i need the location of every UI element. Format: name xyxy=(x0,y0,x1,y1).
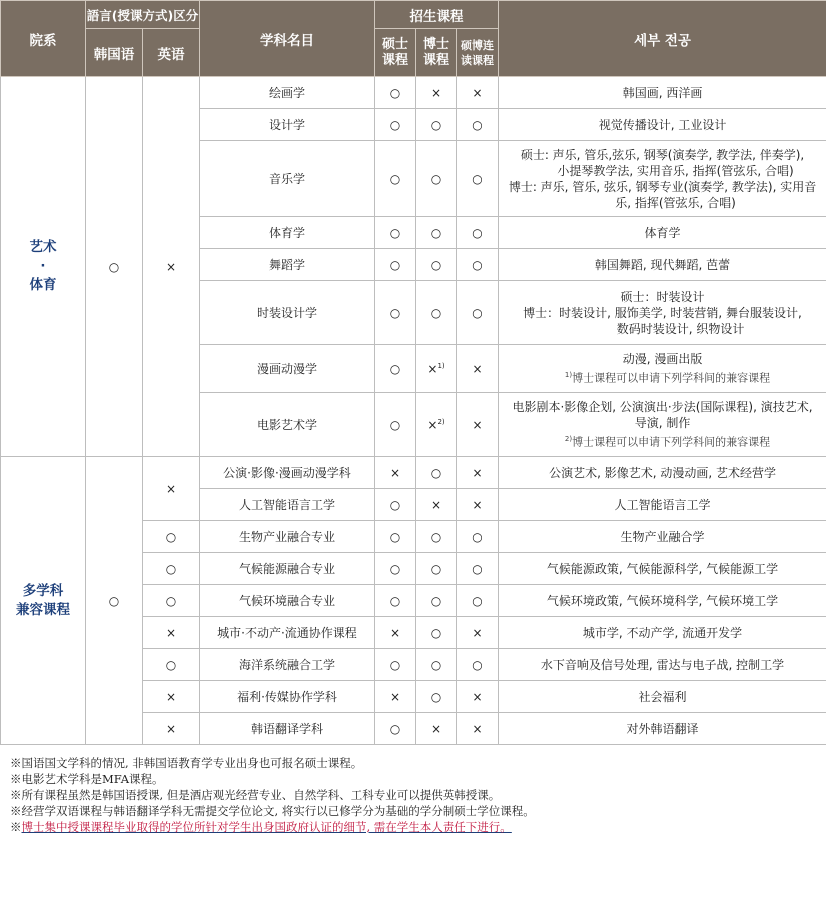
doctor-mark: ○ xyxy=(416,617,457,649)
combined-mark: × xyxy=(457,713,499,745)
note-4: ※经营学双语课程与韩语翻译学科无需提交学位论文, 将实行以已修学分为基础的学分制硕士学位课程。 xyxy=(10,804,535,818)
master-mark: ○ xyxy=(375,489,416,521)
header-master: 硕士课程 xyxy=(375,29,416,77)
english-mark: × xyxy=(143,77,200,457)
english-mark: × xyxy=(143,457,200,521)
combined-mark: × xyxy=(457,77,499,109)
doctor-mark: × xyxy=(416,713,457,745)
header-enroll: 招生课程 xyxy=(375,1,499,29)
english-mark: × xyxy=(143,681,200,713)
master-mark: ○ xyxy=(375,713,416,745)
doctor-mark: × xyxy=(416,77,457,109)
major-name: 时装设计学 xyxy=(200,281,375,345)
combined-mark: × xyxy=(457,457,499,489)
footnote: $^{1)}$博士课程可以申请下列学科间的兼容课程 xyxy=(564,370,771,385)
major-name: 漫画动漫学 xyxy=(200,345,375,393)
footnote-mark: 1) xyxy=(437,361,445,370)
doctor-mark: ○ xyxy=(416,249,457,281)
header-english: 英语 xyxy=(143,29,200,77)
header-korean: 韩国语 xyxy=(86,29,143,77)
table-row xyxy=(1,457,826,489)
master-mark: ○ xyxy=(375,345,416,393)
doctor-mark: ○ xyxy=(416,649,457,681)
detail-text: 视觉传播设计, 工业设计 xyxy=(499,109,826,141)
header-doctor: 博士课程 xyxy=(416,29,457,77)
master-mark: ○ xyxy=(375,281,416,345)
doctor-mark: ○ xyxy=(416,109,457,141)
major-name: 舞蹈学 xyxy=(200,249,375,281)
doctor-mark: ○ xyxy=(416,553,457,585)
major-name: 设计学 xyxy=(200,109,375,141)
combined-mark: ○ xyxy=(457,553,499,585)
detail-text: 韩国画, 西洋画 xyxy=(499,77,826,109)
combined-mark: ○ xyxy=(457,281,499,345)
combined-mark: × xyxy=(457,681,499,713)
detail-text: 硕士：时装设计 博士：时装设计, 服饰美学, 时装营销, 舞台服装设计, 数码时装设计, 织物设计 xyxy=(499,281,826,345)
combined-mark: ○ xyxy=(457,249,499,281)
doctor-mark: × xyxy=(416,489,457,521)
doctor-mark: ○ xyxy=(416,585,457,617)
master-mark: ○ xyxy=(375,109,416,141)
major-name: 公演·影像·漫画动漫学科 xyxy=(200,457,375,489)
major-name: 气候能源融合专业 xyxy=(200,553,375,585)
korean-mark: ○ xyxy=(86,77,143,457)
english-mark: ○ xyxy=(143,649,200,681)
table-row xyxy=(1,77,826,109)
major-name: 福利·传媒协作学科 xyxy=(200,681,375,713)
detail-text: 水下音响及信号处理, 雷达与电子战, 控制工学 xyxy=(499,649,826,681)
english-mark: ○ xyxy=(143,553,200,585)
detail-text: 体育学 xyxy=(499,217,826,249)
doctor-mark: ○ xyxy=(416,217,457,249)
combined-mark: × xyxy=(457,393,499,457)
combined-mark: × xyxy=(457,345,499,393)
detail-text: 韩国舞蹈, 现代舞蹈, 芭蕾 xyxy=(499,249,826,281)
header-detail: 세부 전공 xyxy=(499,1,826,77)
note-5: ※博士集中授课课程毕业取得的学位所针对学生出身国政府认证的细节, 需在学生本人责任下进行。 xyxy=(10,820,512,834)
detail-text: 气候能源政策, 气候能源科学, 气候能源工学 xyxy=(499,553,826,585)
detail-text: 对外韩语翻译 xyxy=(499,713,826,745)
english-mark: × xyxy=(143,617,200,649)
note-5-highlight: 博士集中授课课程毕业取得的学位所针对学生出身国政府认证的细节, 需在学生本人责任下进行。 xyxy=(21,820,512,834)
english-mark: ○ xyxy=(143,521,200,553)
detail-text: 生物产业融合学 xyxy=(499,521,826,553)
master-mark: ○ xyxy=(375,393,416,457)
master-mark: ○ xyxy=(375,553,416,585)
detail-text: 人工智能语言工学 xyxy=(499,489,826,521)
doctor-mark: ○ xyxy=(416,521,457,553)
dept-arts-sports: 艺术 · 体育 xyxy=(1,77,86,457)
dept-interdisciplinary: 多学科 兼容课程 xyxy=(1,457,86,745)
detail-text: 硕士: 声乐, 管乐,弦乐, 钢琴(演奏学, 教学法, 伴奏学), 小提琴教学法, 实用音乐, 指挥(管弦乐, 合唱) 博士: 声乐, 管乐, 弦乐, 钢琴专业(演奏学, 教学法), 实用音 乐, 指挥(管弦乐, 合唱) xyxy=(499,141,826,217)
major-name: 电影艺术学 xyxy=(200,393,375,457)
master-mark: ○ xyxy=(375,585,416,617)
note-1: ※国语国文学科的情况, 非韩国语教育学专业出身也可报名硕士课程。 xyxy=(10,756,363,770)
korean-mark: ○ xyxy=(86,457,143,745)
combined-mark: ○ xyxy=(457,217,499,249)
master-mark: ○ xyxy=(375,77,416,109)
major-name: 生物产业融合专业 xyxy=(200,521,375,553)
note-3: ※所有课程虽然是韩国语授课, 但是酒店观光经营专业、自然学科、工科专业可以提供英韩授课。 xyxy=(10,788,501,802)
master-mark: × xyxy=(375,681,416,713)
major-name: 人工智能语言工学 xyxy=(200,489,375,521)
major-name: 韩语翻译学科 xyxy=(200,713,375,745)
detail-text: 社会福利 xyxy=(499,681,826,713)
notes xyxy=(0,745,826,835)
major-name: 城市·不动产·流通协作课程 xyxy=(200,617,375,649)
master-mark: ○ xyxy=(375,217,416,249)
combined-mark: ○ xyxy=(457,649,499,681)
detail-text: 电影剧本·影像企划, 公演演出·步法(国际课程), 演技艺术, 导演, 制作 $^{2)}$博士课程可以申请下列学科间的兼容课程 xyxy=(499,393,826,457)
combined-mark: ○ xyxy=(457,109,499,141)
detail-text: 城市学, 不动产学, 流通开发学 xyxy=(499,617,826,649)
master-mark: ○ xyxy=(375,141,416,217)
master-mark: ○ xyxy=(375,649,416,681)
combined-mark: ○ xyxy=(457,521,499,553)
doctor-mark: ○ xyxy=(416,281,457,345)
header-combined: 硕博连读课程 xyxy=(457,29,499,77)
combined-mark: × xyxy=(457,617,499,649)
master-mark: × xyxy=(375,617,416,649)
footnote-mark: 2) xyxy=(437,417,445,426)
combined-mark: × xyxy=(457,489,499,521)
master-mark: × xyxy=(375,457,416,489)
detail-text: 动漫, 漫画出版 $^{1)}$博士课程可以申请下列学科间的兼容课程 xyxy=(499,345,826,393)
doctor-mark: ×$^{2)}$ xyxy=(416,393,457,457)
footnote: $^{2)}$博士课程可以申请下列学科间的兼容课程 xyxy=(564,434,771,449)
major-name: 气候环境融合专业 xyxy=(200,585,375,617)
major-name: 音乐学 xyxy=(200,141,375,217)
english-mark: × xyxy=(143,713,200,745)
major-name: 绘画学 xyxy=(200,77,375,109)
combined-mark: ○ xyxy=(457,141,499,217)
master-mark: ○ xyxy=(375,249,416,281)
header-language-group: 語言(授课方式)区分 xyxy=(86,1,200,29)
english-mark: ○ xyxy=(143,585,200,617)
doctor-mark: ○ xyxy=(416,141,457,217)
master-mark: ○ xyxy=(375,521,416,553)
header-dept: 院系 xyxy=(1,1,86,77)
major-name: 体育学 xyxy=(200,217,375,249)
note-2: ※电影艺术学科是MFA课程。 xyxy=(10,772,164,786)
header-major: 学科名目 xyxy=(200,1,375,77)
doctor-mark: ○ xyxy=(416,457,457,489)
detail-text: 气候环境政策, 气候环境科学, 气候环境工学 xyxy=(499,585,826,617)
doctor-mark: ○ xyxy=(416,681,457,713)
detail-text: 公演艺术, 影像艺术, 动漫动画, 艺术经营学 xyxy=(499,457,826,489)
doctor-mark: ×$^{1)}$ xyxy=(416,345,457,393)
combined-mark: ○ xyxy=(457,585,499,617)
major-name: 海洋系统融合工学 xyxy=(200,649,375,681)
